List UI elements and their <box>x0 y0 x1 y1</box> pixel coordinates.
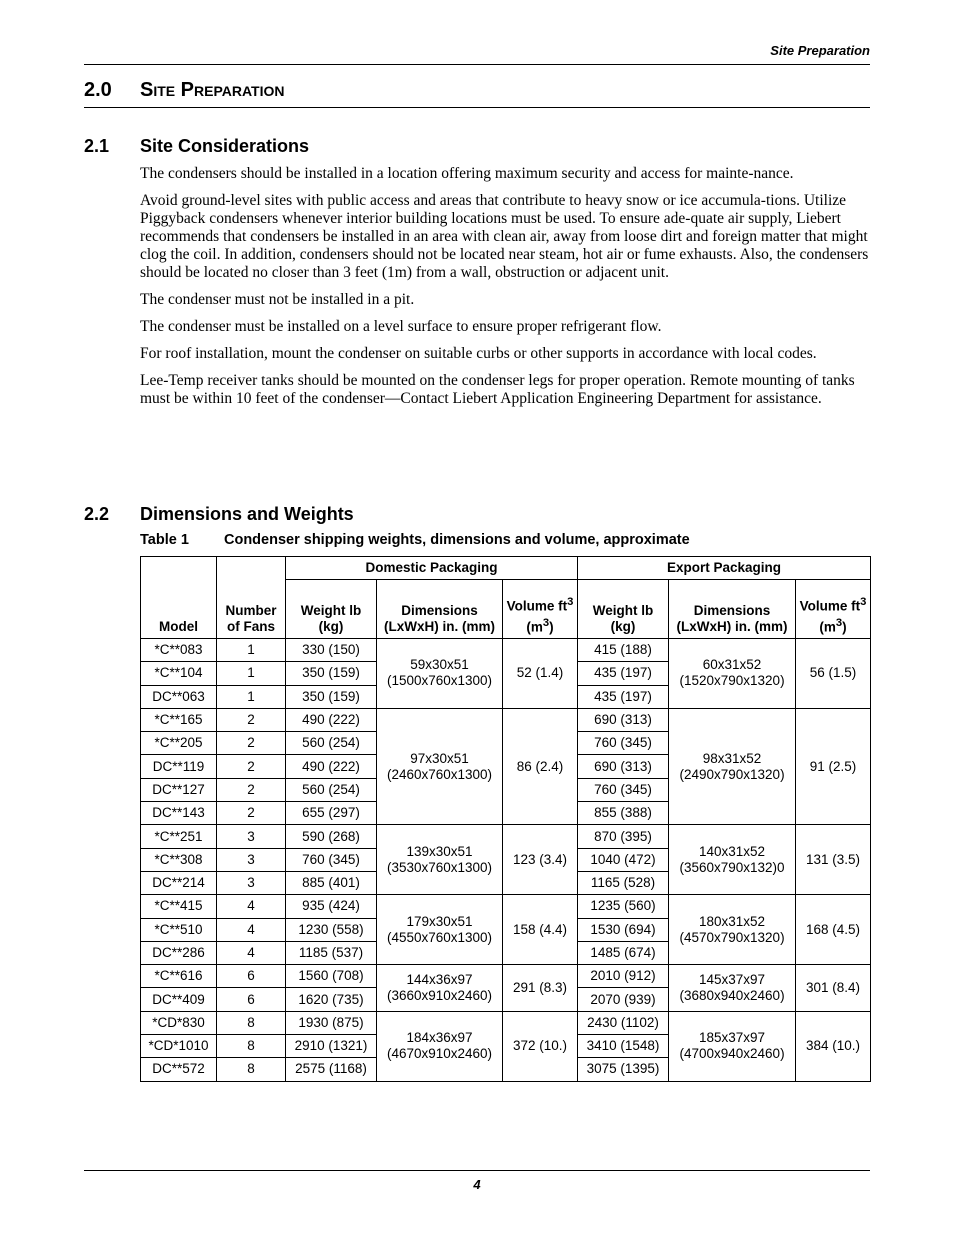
cell-fans: 6 <box>217 965 286 988</box>
cell-domestic-dimensions: 59x30x51 (1500x760x1300) <box>377 639 503 709</box>
cell-domestic-weight: 2910 (1321) <box>286 1035 377 1058</box>
table-row <box>141 965 871 988</box>
cell-domestic-weight: 1930 (875) <box>286 1011 377 1034</box>
header-dimensions: Dimensions (LxWxH) in. (mm) <box>377 580 503 639</box>
header-domestic: Domestic Packaging <box>286 557 578 580</box>
cell-domestic-volume: 52 (1.4) <box>503 639 578 709</box>
section-number: 2.0 <box>84 79 112 101</box>
cell-model: DC**572 <box>141 1058 217 1081</box>
cell-export-volume: 56 (1.5) <box>796 639 871 709</box>
cell-export-weight: 3075 (1395) <box>578 1058 669 1081</box>
cell-model: *C**616 <box>141 965 217 988</box>
cell-export-weight: 2430 (1102) <box>578 1011 669 1034</box>
table-caption <box>140 532 690 548</box>
cell-fans: 1 <box>217 662 286 685</box>
cell-domestic-weight: 350 (159) <box>286 685 377 708</box>
header-volume: Volume $ft^3$ $(m^3)$ <box>796 580 871 639</box>
cell-export-weight: 1040 (472) <box>578 848 669 871</box>
cell-model: *C**205 <box>141 732 217 755</box>
cell-domestic-weight: 330 (150) <box>286 639 377 662</box>
cell-fans: 3 <box>217 825 286 848</box>
subsection-title: Site Considerations <box>140 136 310 156</box>
page-number: 4 <box>473 1177 481 1192</box>
cell-fans: 3 <box>217 848 286 871</box>
cell-export-weight: 415 (188) <box>578 639 669 662</box>
cell-fans: 2 <box>217 732 286 755</box>
running-header: Site Preparation <box>770 43 870 58</box>
subsection-heading-2-1 <box>84 136 309 157</box>
cell-fans: 8 <box>217 1058 286 1081</box>
cell-domestic-dimensions: 179x30x51 (4550x760x1300) <box>377 895 503 965</box>
table-row <box>141 708 871 731</box>
cell-fans: 4 <box>217 895 286 918</box>
table-row <box>141 825 871 848</box>
cell-domestic-dimensions: 184x36x97 (4670x910x2460) <box>377 1011 503 1081</box>
cell-model: *C**083 <box>141 639 217 662</box>
cell-fans: 4 <box>217 918 286 941</box>
cell-export-weight: 1530 (694) <box>578 918 669 941</box>
cell-domestic-weight: 1185 (537) <box>286 941 377 964</box>
cell-export-volume: 131 (3.5) <box>796 825 871 895</box>
cell-export-dimensions: 145x37x97 (3680x940x2460) <box>669 965 796 1012</box>
table-label: Table 1 <box>140 532 189 548</box>
cell-domestic-weight: 560 (254) <box>286 732 377 755</box>
cell-export-weight: 855 (388) <box>578 802 669 825</box>
paragraph: For roof installation, mount the condenser on suitable curbs or other supports in accordance with local codes. <box>140 345 817 362</box>
cell-export-weight: 1235 (560) <box>578 895 669 918</box>
cell-fans: 2 <box>217 802 286 825</box>
cell-fans: 8 <box>217 1011 286 1034</box>
cell-domestic-volume: 123 (3.4) <box>503 825 578 895</box>
cell-domestic-weight: 760 (345) <box>286 848 377 871</box>
cell-model: DC**063 <box>141 685 217 708</box>
cell-fans: 2 <box>217 778 286 801</box>
cell-export-dimensions: 98x31x52 (2490x790x1320) <box>669 708 796 824</box>
cell-domestic-weight: 590 (268) <box>286 825 377 848</box>
header-volume: Volume $ft^3$ $(m^3)$ <box>503 580 578 639</box>
cell-domestic-volume: 372 (10.) <box>503 1011 578 1081</box>
cell-export-dimensions: 185x37x97 (4700x940x2460) <box>669 1011 796 1081</box>
cell-domestic-weight: 350 (159) <box>286 662 377 685</box>
paragraph: The condensers should be installed in a location offering maximum security and access for mainte-nance. <box>140 165 794 182</box>
cell-export-weight: 3410 (1548) <box>578 1035 669 1058</box>
subsection-heading-2-2 <box>84 504 354 525</box>
section-heading: Site Preparation <box>140 79 285 101</box>
paragraph: The condenser must be installed on a level surface to ensure proper refrigerant flow. <box>140 318 662 335</box>
cell-export-volume: 91 (2.5) <box>796 708 871 824</box>
header-dimensions: Dimensions (LxWxH) in. (mm) <box>669 580 796 639</box>
cell-export-dimensions: 180x31x52 (4570x790x1320) <box>669 895 796 965</box>
cell-export-weight: 690 (313) <box>578 708 669 731</box>
header-weight: Weight lb (kg) <box>286 580 377 639</box>
subsection-number: 2.2 <box>84 504 110 524</box>
cell-domestic-weight: 1560 (708) <box>286 965 377 988</box>
cell-domestic-weight: 560 (254) <box>286 778 377 801</box>
cell-domestic-weight: 655 (297) <box>286 802 377 825</box>
cell-export-weight: 870 (395) <box>578 825 669 848</box>
cell-fans: 8 <box>217 1035 286 1058</box>
section-title <box>84 79 285 102</box>
header-model: Model <box>141 557 217 639</box>
cell-domestic-dimensions: 144x36x97 (3660x910x2460) <box>377 965 503 1012</box>
cell-model: DC**286 <box>141 941 217 964</box>
section-rule <box>84 107 870 108</box>
cell-model: *C**104 <box>141 662 217 685</box>
cell-domestic-weight: 490 (222) <box>286 708 377 731</box>
subsection-number: 2.1 <box>84 136 110 156</box>
cell-model: DC**127 <box>141 778 217 801</box>
cell-export-weight: 435 (197) <box>578 685 669 708</box>
cell-fans: 6 <box>217 988 286 1011</box>
cell-export-weight: 1485 (674) <box>578 941 669 964</box>
header-rule <box>84 64 870 65</box>
cell-model: DC**143 <box>141 802 217 825</box>
cell-export-weight: 1165 (528) <box>578 871 669 894</box>
cell-fans: 2 <box>217 708 286 731</box>
table-row <box>141 1011 871 1034</box>
cell-export-volume: 168 (4.5) <box>796 895 871 965</box>
cell-export-weight: 2010 (912) <box>578 965 669 988</box>
cell-domestic-dimensions: 97x30x51 (2460x760x1300) <box>377 708 503 824</box>
cell-export-dimensions: 140x31x52 (3560x790x132)0 <box>669 825 796 895</box>
header-fans: Number of Fans <box>217 557 286 639</box>
cell-fans: 3 <box>217 871 286 894</box>
table-caption-text: Condenser shipping weights, dimensions and volume, approximate <box>224 532 690 548</box>
cell-model: DC**409 <box>141 988 217 1011</box>
cell-model: *C**510 <box>141 918 217 941</box>
cell-export-weight: 760 (345) <box>578 778 669 801</box>
dimensions-table <box>140 556 871 1082</box>
cell-fans: 4 <box>217 941 286 964</box>
cell-export-dimensions: 60x31x52 (1520x790x1320) <box>669 639 796 709</box>
cell-model: *C**415 <box>141 895 217 918</box>
header-export: Export Packaging <box>578 557 871 580</box>
cell-export-weight: 690 (313) <box>578 755 669 778</box>
cell-model: *C**308 <box>141 848 217 871</box>
footer-rule <box>84 1170 870 1171</box>
cell-domestic-volume: 291 (8.3) <box>503 965 578 1012</box>
cell-model: *C**251 <box>141 825 217 848</box>
cell-domestic-volume: 86 (2.4) <box>503 708 578 824</box>
paragraph: Avoid ground-level sites with public access and areas that contribute to heavy snow or ice accumula-tions. Utilize Piggyback condensers whenever interior building locations must be used. To ensure ade-quate air supply, Liebert recommends that condensers be installed in an area with clean air, away from loose dirt and foreign matter that might clog the coil. In addition, condensers should not be located near steam, hot air or fume exhausts. Also, the condensers should be located no closer than 3 feet (1m) from a wall, obstruction or adjacent unit. <box>140 192 869 281</box>
table-row <box>141 639 871 662</box>
cell-export-weight: 2070 (939) <box>578 988 669 1011</box>
cell-model: *C**165 <box>141 708 217 731</box>
site-considerations-text <box>140 165 872 417</box>
cell-export-volume: 301 (8.4) <box>796 965 871 1012</box>
subsection-title: Dimensions and Weights <box>140 504 354 524</box>
cell-domestic-weight: 935 (424) <box>286 895 377 918</box>
cell-export-weight: 435 (197) <box>578 662 669 685</box>
cell-domestic-dimensions: 139x30x51 (3530x760x1300) <box>377 825 503 895</box>
cell-model: DC**119 <box>141 755 217 778</box>
cell-fans: 2 <box>217 755 286 778</box>
cell-model: DC**214 <box>141 871 217 894</box>
cell-export-volume: 384 (10.) <box>796 1011 871 1081</box>
cell-domestic-weight: 2575 (1168) <box>286 1058 377 1081</box>
header-weight: Weight lb (kg) <box>578 580 669 639</box>
cell-fans: 1 <box>217 685 286 708</box>
cell-domestic-weight: 490 (222) <box>286 755 377 778</box>
cell-model: *CD*830 <box>141 1011 217 1034</box>
cell-fans: 1 <box>217 639 286 662</box>
table-row <box>141 895 871 918</box>
cell-model: *CD*1010 <box>141 1035 217 1058</box>
paragraph: Lee-Temp receiver tanks should be mounted on the condenser legs for proper operation. Remote mounting of tanks must be within 10 feet of the condenser—Contact Liebert Application Engineering Department for assistance. <box>140 372 855 407</box>
cell-domestic-volume: 158 (4.4) <box>503 895 578 965</box>
paragraph: The condenser must not be installed in a pit. <box>140 291 415 308</box>
cell-domestic-weight: 1230 (558) <box>286 918 377 941</box>
table-body <box>141 639 871 1082</box>
cell-export-weight: 760 (345) <box>578 732 669 755</box>
cell-domestic-weight: 1620 (735) <box>286 988 377 1011</box>
cell-domestic-weight: 885 (401) <box>286 871 377 894</box>
